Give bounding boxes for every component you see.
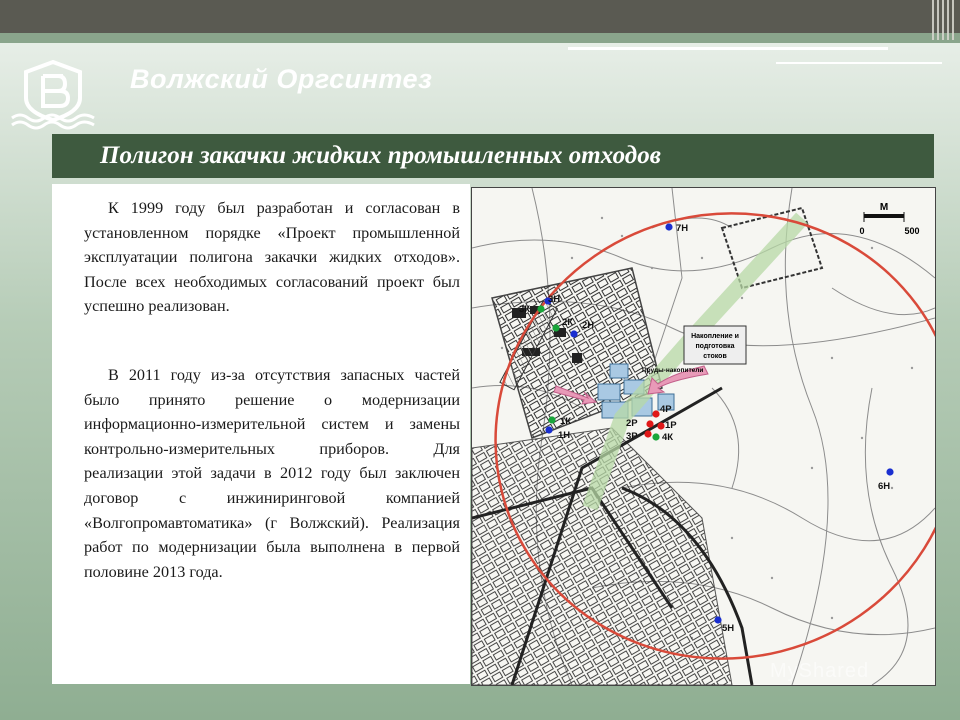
well-label: 2К — [562, 317, 574, 328]
slide-title: Полигон закачки жидких промышленных отходов — [100, 142, 661, 169]
well-marker-blue — [886, 468, 893, 475]
well-marker-blue — [570, 330, 577, 337]
well-marker-green — [548, 416, 555, 423]
well-label: 3Р — [626, 431, 638, 442]
well-label: 1Н — [558, 430, 571, 441]
company-logo — [10, 58, 96, 130]
well-label: 4Р — [660, 404, 672, 415]
scale-start: 0 — [859, 226, 865, 236]
scale-unit: М — [879, 202, 889, 213]
well-marker-red — [644, 430, 651, 437]
building — [572, 353, 582, 363]
annotation-text: Накопление и — [691, 333, 739, 340]
map-canvas — [472, 188, 935, 685]
decor-line — [776, 62, 942, 64]
top-stripe — [0, 33, 960, 43]
company-name: Волжский Оргсинтез — [130, 64, 433, 94]
well-marker-green — [652, 433, 659, 440]
well-marker-blue — [665, 223, 672, 230]
well-label: 3Н — [548, 294, 561, 305]
annotation-text: подготовка — [695, 343, 735, 350]
well-label: 2Р — [626, 418, 638, 429]
well-marker-red — [646, 420, 653, 427]
annotation-text: стоков — [703, 353, 727, 360]
top-bar — [0, 0, 960, 33]
decor-line — [568, 47, 888, 50]
well-marker-blue — [545, 426, 552, 433]
paragraph: К 1999 году был разработан и согласован в установленном порядке «Проект промышленной эксплуатации полигона закачки жидких отходов». После всех необходимых согласований проект был успешно реализован. — [84, 199, 460, 316]
well-label: 7Н — [676, 223, 689, 234]
well-marker-red — [652, 410, 659, 417]
watermark: MyShared — [770, 660, 870, 682]
well-label: 5Н — [722, 623, 735, 634]
scale-end: 500 — [904, 226, 920, 236]
well-label: 3К — [519, 304, 531, 315]
site-map — [471, 187, 936, 686]
well-label: 1Р — [665, 420, 677, 431]
scale-bar — [859, 202, 919, 236]
ponds-label: Пруды-накопители — [642, 367, 704, 374]
well-label: 1К — [560, 416, 572, 427]
well-label: 4К — [662, 432, 674, 443]
well-marker-green — [537, 305, 544, 312]
well-label: 2Н — [582, 320, 595, 331]
well-label: 6Н — [878, 481, 891, 492]
corner-decoration — [932, 0, 954, 40]
well-marker-blue — [714, 616, 721, 623]
title-bar — [52, 134, 934, 178]
paragraph: В 2011 году из-за отсутствия запасных частей было принято решение о модернизации информационно-измерительной систем и замены контрольно-измерительных приборов. Для реализации этой задачи в 2012 году был заключен договор с инжиниринговой компанией «Волгопромавтоматика» (г Волжский). Реализация работ по модернизации была выполнена в первой половине 2013 года. — [84, 366, 460, 581]
well-marker-red — [657, 422, 664, 429]
well-marker-green — [552, 324, 559, 331]
text-panel — [52, 184, 470, 684]
